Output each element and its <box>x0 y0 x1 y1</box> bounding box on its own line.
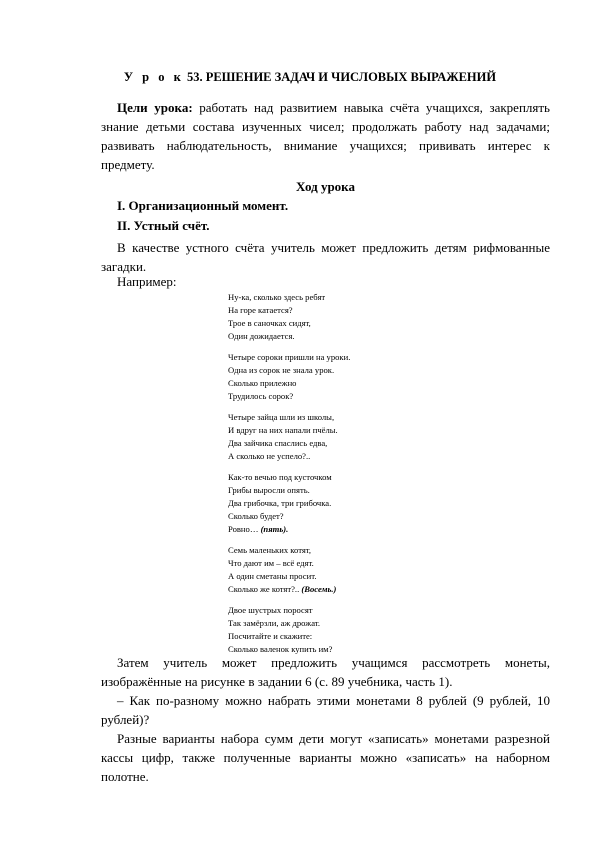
riddle-line: Ровно… (пять). <box>228 524 289 534</box>
riddle-line: Сколько же котят?.. (Восемь.) <box>228 584 337 594</box>
riddle-line: Четыре зайца шли из школы, <box>228 412 335 422</box>
riddle-line: Посчитайте и скажите: <box>228 631 313 641</box>
riddle-line: Два зайчика спаслись едва, <box>228 438 328 448</box>
riddle-line: Ну-ка, сколько здесь ребят <box>228 292 326 302</box>
riddle-stanza <box>228 471 528 536</box>
riddle-line: Грибы выросли опять. <box>228 485 310 495</box>
riddle-line: Одна из сорок не знала урок. <box>228 365 335 375</box>
riddle-line: Один дожидается. <box>228 331 295 341</box>
goals-text: работать над развитием навыка счёта учащихся, закреплять знание детьми состава изученных чисел; продолжать работу над задачами; развивать наблюдательность, внимание учащихся; прививать интерес к предмету. <box>101 100 550 172</box>
lesson-title <box>100 70 520 85</box>
lesson-title-prefix: У р о к <box>123 70 184 84</box>
riddle-line: И вдруг на них напали пчёлы. <box>228 425 338 435</box>
riddle-line: На горе катается? <box>228 305 293 315</box>
riddles-block <box>228 291 528 664</box>
riddle-line: Семь маленьких котят, <box>228 545 312 555</box>
goals-paragraph <box>101 98 550 174</box>
coins-question: – Как по-разному можно набрать этими монетами 8 рублей (9 рублей, 10 рублей)? <box>101 693 550 727</box>
riddle-line: Два грибочка, три грибочка. <box>228 498 332 508</box>
riddle-stanza <box>228 604 528 656</box>
coins-paragraph: Затем учитель может предложить учащимся рассмотреть монеты, изображённые на рисунке в задании 6 (с. 89 учебника, часть 1). <box>101 655 550 689</box>
riddle-line: Что дают им – всё едят. <box>228 558 314 568</box>
riddle-stanza <box>228 351 528 403</box>
final-paragraph: Разные варианты набора сумм дети могут «записать» монетами разрезной кассы цифр, также полученные варианты можно «записать» на наборном полотне. <box>101 731 550 784</box>
riddle-answer: (Восемь.) <box>301 584 337 594</box>
riddle-stanza <box>228 411 528 463</box>
example-label: Например: <box>117 274 177 289</box>
riddle-line: Так замёрзли, аж дрожат. <box>228 618 321 628</box>
riddle-answer: (пять). <box>260 524 289 534</box>
riddle-line: А один сметаны просит. <box>228 571 317 581</box>
course-heading: Ход урока <box>296 179 355 194</box>
section-oral-count: II. Устный счёт. <box>117 218 210 233</box>
riddle-line: Сколько прилежно <box>228 378 297 388</box>
riddle-stanza <box>228 544 528 596</box>
riddle-line: Сколько будет? <box>228 511 284 521</box>
section-organizational: I. Организационный момент. <box>117 198 289 213</box>
riddle-line: А сколько не успело?.. <box>228 451 311 461</box>
riddle-stanza <box>228 291 528 343</box>
riddle-line: Трое в саночках сидят, <box>228 318 311 328</box>
riddle-line: Трудилось сорок? <box>228 391 294 401</box>
goals-label: Цели урока: <box>117 100 193 115</box>
riddle-line: Как-то вечью под кусточком <box>228 472 332 482</box>
riddle-line: Четыре сороки пришли на уроки. <box>228 352 351 362</box>
riddle-line: Сколько валенок купить им? <box>228 644 333 654</box>
intro-paragraph: В качестве устного счёта учитель может предложить детям рифмованные загадки. <box>101 240 550 274</box>
riddle-line: Двое шустрых поросят <box>228 605 313 615</box>
lesson-title-main: 53. РЕШЕНИЕ ЗАДАЧ И ЧИСЛОВЫХ ВЫРАЖЕНИЙ <box>186 70 497 84</box>
